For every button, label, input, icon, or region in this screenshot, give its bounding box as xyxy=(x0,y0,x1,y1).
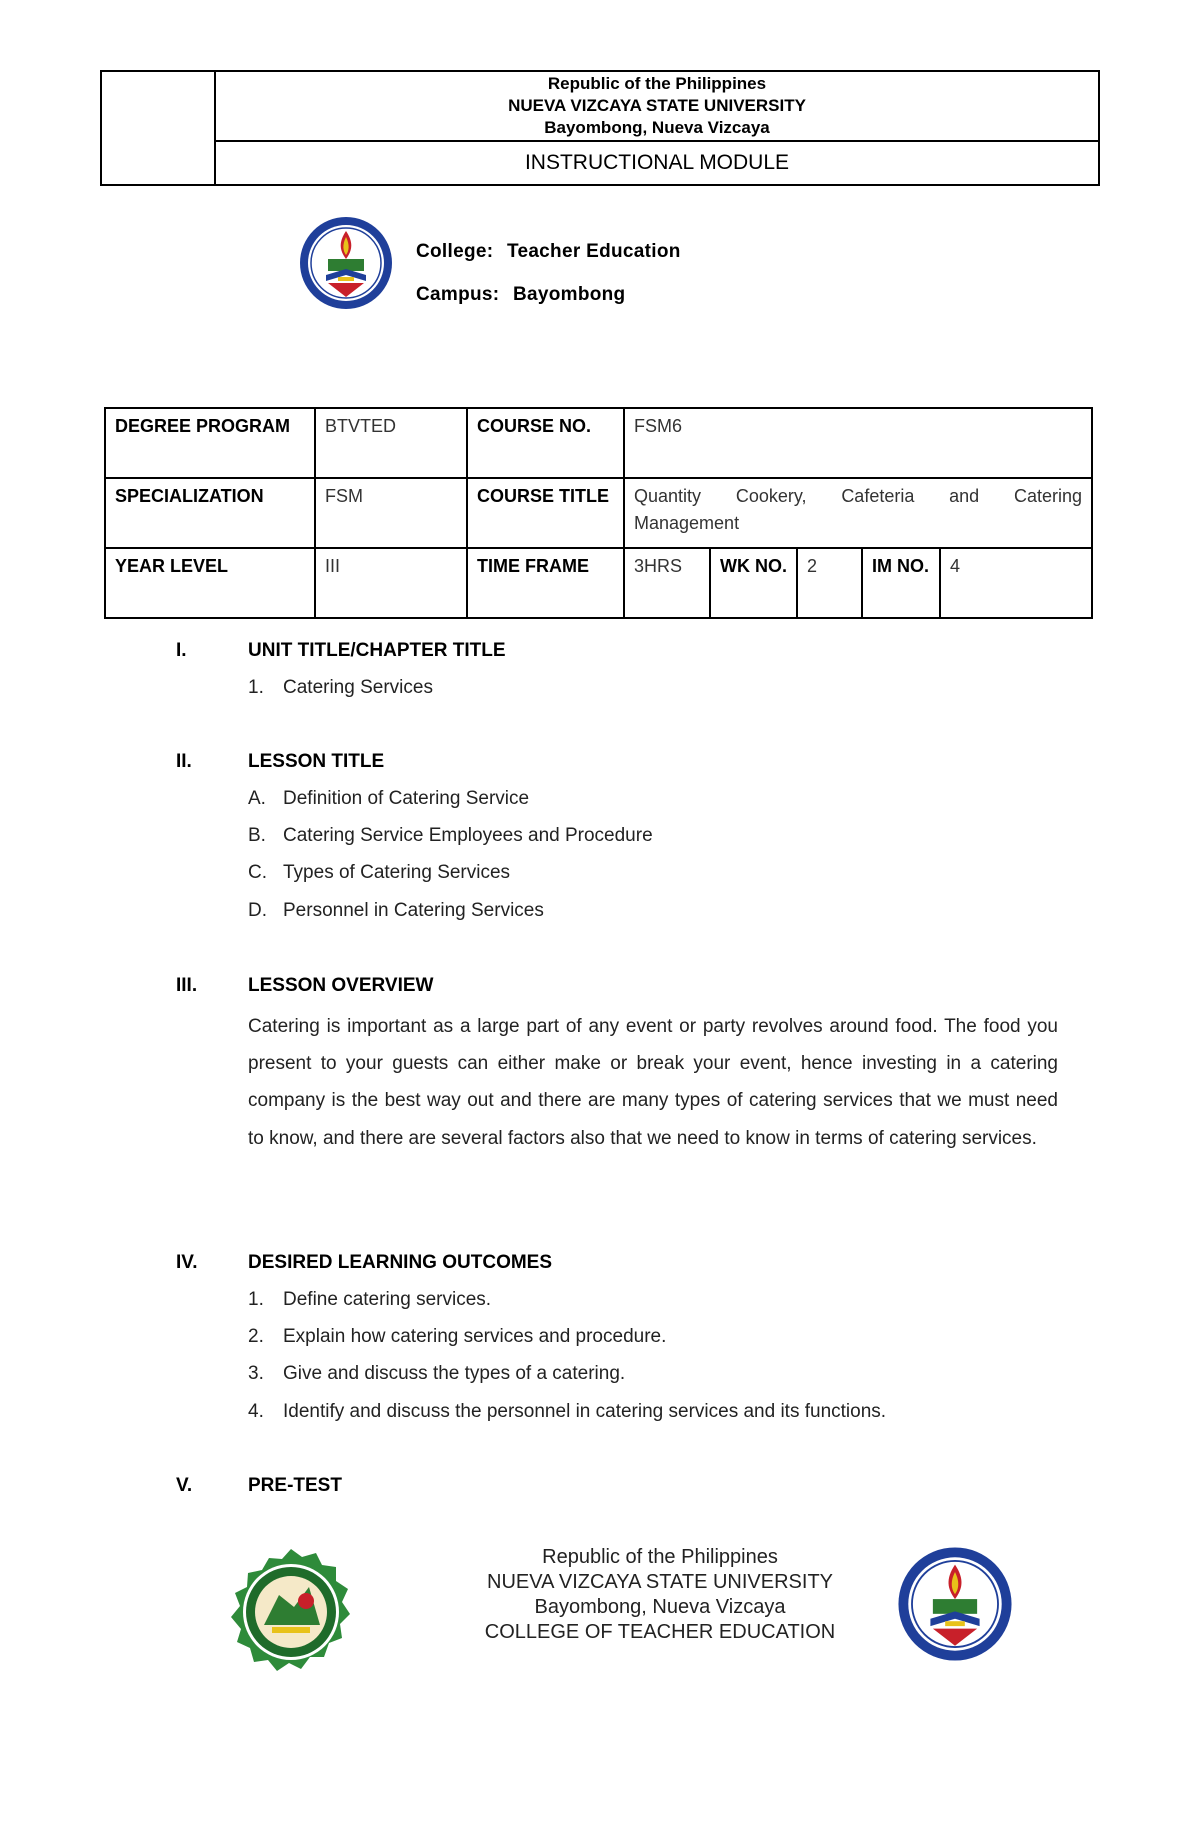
section-number: IV. xyxy=(176,1252,198,1273)
section-title-outcomes: DESIRED LEARNING OUTCOMES xyxy=(248,1252,553,1273)
year-level-label: YEAR LEVEL xyxy=(105,548,315,618)
list-item xyxy=(248,825,1048,847)
course-title-line2: Management xyxy=(634,513,740,533)
degree-program-value: BTVTED xyxy=(315,408,467,478)
campus-label: Campus: xyxy=(416,284,500,305)
year-level-value: III xyxy=(315,548,467,618)
specialization-value: FSM xyxy=(315,478,467,548)
list-item-text: Give and discuss the types of a catering. xyxy=(283,1363,626,1384)
module-title: INSTRUCTIONAL MODULE xyxy=(524,151,790,174)
list-marker: 1. xyxy=(248,1289,264,1310)
footer-text-block xyxy=(440,1545,880,1645)
list-item xyxy=(248,1363,1068,1385)
section-number: I. xyxy=(176,640,187,661)
list-item-text: Catering Services xyxy=(283,677,433,698)
list-marker: 2. xyxy=(248,1326,264,1347)
time-frame-value: 3HRS xyxy=(624,548,710,618)
list-item xyxy=(248,1289,1068,1311)
list-marker: D. xyxy=(248,900,267,921)
footer-college: COLLEGE OF TEACHER EDUCATION xyxy=(484,1621,836,1643)
section-title-unit: UNIT TITLE/CHAPTER TITLE xyxy=(248,640,506,661)
course-no-value: FSM6 xyxy=(624,408,1092,478)
college-label: College: xyxy=(416,241,494,262)
module-header xyxy=(100,70,1100,186)
degree-program-label: DEGREE PROGRAM xyxy=(105,408,315,478)
list-item-text: Definition of Catering Service xyxy=(283,788,530,809)
course-title-label: COURSE TITLE xyxy=(467,478,624,548)
section-title-pretest: PRE-TEST xyxy=(248,1475,342,1496)
section-title-lesson: LESSON TITLE xyxy=(248,751,385,772)
time-frame-label: TIME FRAME xyxy=(467,548,624,618)
list-item-text: Personnel in Catering Services xyxy=(283,900,544,921)
campus-value: Bayombong xyxy=(512,284,626,305)
list-item-text: Types of Catering Services xyxy=(283,862,511,883)
footer-university: NUEVA VIZCAYA STATE UNIVERSITY xyxy=(487,1571,833,1593)
list-item xyxy=(248,1326,1068,1348)
im-no-label: IM NO. xyxy=(863,549,941,617)
list-marker: C. xyxy=(248,862,267,883)
college-line xyxy=(416,241,681,263)
list-item xyxy=(248,1401,1068,1423)
cte-seal-icon xyxy=(298,215,394,311)
header-module-title-cell xyxy=(216,142,1098,184)
list-marker: 4. xyxy=(248,1401,264,1422)
header-logo-cell xyxy=(102,72,216,184)
footer-republic: Republic of the Philippines xyxy=(542,1546,778,1568)
list-item-text: Identify and discuss the personnel in catering services and its functions. xyxy=(283,1401,887,1422)
nvsu-seal-icon xyxy=(224,1545,358,1679)
list-marker: A. xyxy=(248,788,266,809)
list-marker: B. xyxy=(248,825,266,846)
campus-line xyxy=(416,284,625,306)
list-item-text: Catering Service Employees and Procedure xyxy=(283,825,653,846)
specialization-label: SPECIALIZATION xyxy=(105,478,315,548)
list-item xyxy=(248,788,1048,810)
section-number: II. xyxy=(176,751,192,772)
header-republic: Republic of the Philippines xyxy=(547,74,767,93)
course-info-table xyxy=(104,407,1093,619)
list-item-text: Explain how catering services and procedure. xyxy=(283,1326,667,1347)
im-no-value: 4 xyxy=(950,556,961,576)
list-item xyxy=(248,862,1048,884)
lesson-overview-text: Catering is important as a large part of any event or party revolves around food. The food you present to your guests can either make or break your event, hence investing in a catering company is the best way out and there are many types of catering services that we must need to know, and there are several factors also that we need to know in terms of catering services. xyxy=(248,1016,1058,1149)
im-no-cell xyxy=(862,548,1092,618)
table-row xyxy=(105,408,1092,478)
cte-seal-footer-icon xyxy=(896,1545,1014,1663)
header-location: Bayombong, Nueva Vizcaya xyxy=(544,118,770,137)
list-item xyxy=(248,677,1048,699)
list-item xyxy=(248,900,1048,922)
table-row xyxy=(105,478,1092,548)
course-no-label: COURSE NO. xyxy=(467,408,624,478)
list-marker: 3. xyxy=(248,1363,264,1384)
table-row xyxy=(105,548,1092,618)
header-university: NUEVA VIZCAYA STATE UNIVERSITY xyxy=(508,96,806,115)
wk-no-value: 2 xyxy=(797,548,862,618)
wk-no-label: WK NO. xyxy=(710,548,797,618)
section-number: III. xyxy=(176,975,198,996)
list-item-text: Define catering services. xyxy=(283,1289,492,1310)
list-marker: 1. xyxy=(248,677,264,698)
section-number: V. xyxy=(176,1475,193,1496)
college-value: Teacher Education xyxy=(506,241,681,262)
course-title-line1: Quantity Cookery, Cafeteria and Catering xyxy=(634,486,1083,506)
section-title-overview: LESSON OVERVIEW xyxy=(248,975,434,996)
header-university-cell xyxy=(216,72,1098,142)
course-title-value xyxy=(624,478,1092,548)
footer-location: Bayombong, Nueva Vizcaya xyxy=(534,1596,786,1618)
